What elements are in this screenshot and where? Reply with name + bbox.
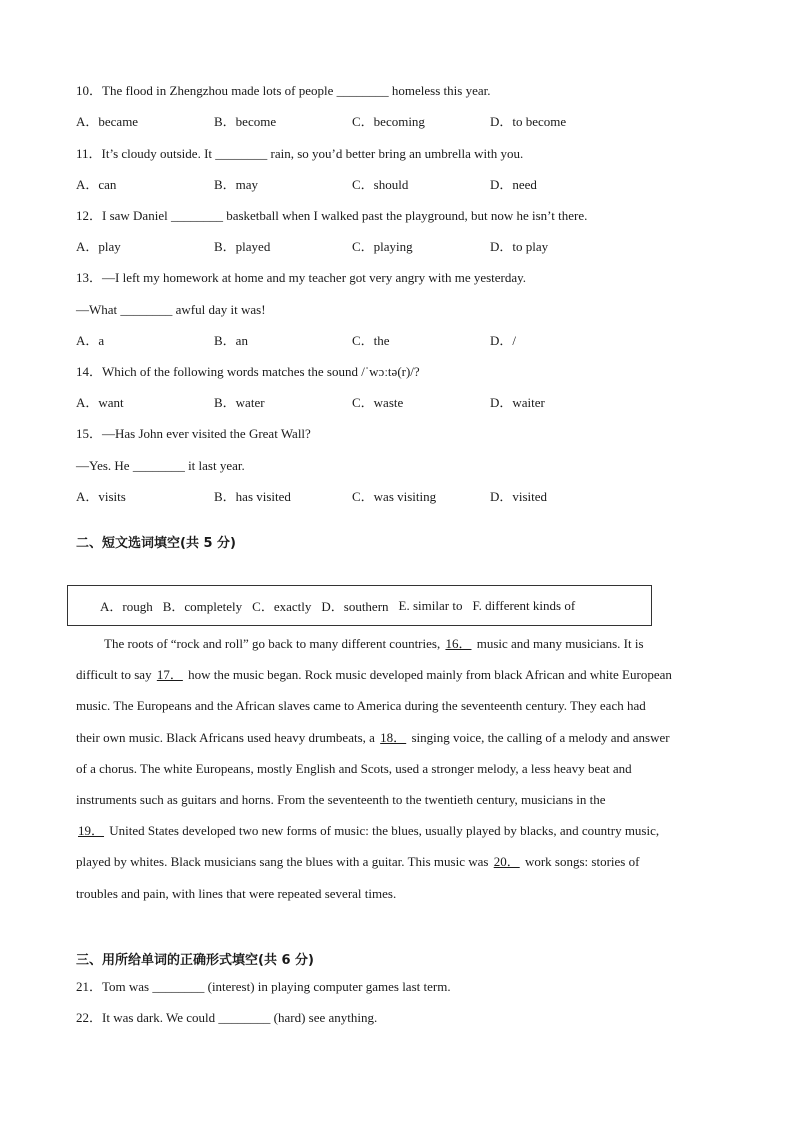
- option-c: C．should: [352, 177, 409, 192]
- blank-16[interactable]: 16．: [445, 636, 472, 651]
- passage-line: [76, 729, 718, 747]
- question-13-stem: 13．—I left my homework at home and my teacher got very angry with me yesterday.: [76, 270, 527, 285]
- passage-line: troubles and pain, with lines that were repeated several times.: [76, 886, 397, 901]
- option-a: A．play: [76, 239, 121, 254]
- text: their own music. Black Africans used heavy drumbeats, a: [76, 730, 379, 745]
- word-bank-box: [67, 585, 652, 626]
- text: United States developed two new forms of music: the blues, usually played by blacks, and country music,: [106, 823, 660, 838]
- option-c: C．waste: [352, 395, 404, 410]
- option-c: C．becoming: [352, 114, 425, 129]
- question-14-options: [76, 394, 716, 412]
- blank-20[interactable]: 20．: [493, 854, 520, 869]
- passage-line: instruments such as guitars and horns. From the seventeenth to the twentieth century, musicians in the: [76, 792, 606, 807]
- text: how the music began. Rock music developed mainly from black African and white European: [184, 667, 672, 682]
- option-b: B．water: [214, 395, 265, 410]
- question-14-stem: 14．Which of the following words matches the sound /ˈwɔːtə(r)/?: [76, 364, 420, 379]
- question-13-options: [76, 332, 716, 350]
- option-b: B．may: [214, 177, 259, 192]
- text: The roots of “rock and roll” go back to many different countries,: [104, 636, 444, 651]
- word-bank-item: F. different kinds of: [472, 597, 576, 613]
- option-a: A．want: [76, 395, 124, 410]
- section-2-title: 二、短文选词填空(共 5 分): [76, 536, 236, 551]
- word-bank-item: A．rough: [100, 599, 153, 614]
- passage-line: [76, 853, 718, 871]
- word-bank-item: E. similar to: [398, 597, 463, 613]
- option-d: D．to play: [490, 239, 549, 254]
- option-b: B．become: [214, 114, 277, 129]
- option-d: D．visited: [490, 489, 548, 504]
- option-d: D．/: [490, 333, 517, 348]
- option-b: B．played: [214, 239, 271, 254]
- blank-19[interactable]: 19．: [78, 823, 105, 838]
- text: played by whites. Black musicians sang the blues with a guitar. This music was: [76, 854, 492, 869]
- blank-18[interactable]: 18．: [380, 730, 407, 745]
- word-bank-item: C．exactly: [252, 599, 312, 614]
- question-10-stem: 10．The flood in Zhengzhou made lots of people ________ homeless this year.: [76, 83, 491, 98]
- text: singing voice, the calling of a melody and answer: [408, 730, 670, 745]
- option-a: A．a: [76, 333, 105, 348]
- word-bank-item: B．completely: [162, 599, 243, 614]
- question-12-options: [76, 238, 716, 256]
- question-21: 21．Tom was ________ (interest) in playing computer games last term.: [76, 979, 451, 994]
- option-d: D．to become: [490, 114, 567, 129]
- question-15-stem: 15．—Has John ever visited the Great Wall?: [76, 426, 311, 441]
- option-c: C．was visiting: [352, 489, 437, 504]
- question-12-stem: 12．I saw Daniel ________ basketball when I walked past the playground, but now he isn’t there.: [76, 208, 588, 223]
- question-15-reply: —Yes. He ________ it last year.: [76, 458, 245, 473]
- option-a: A．visits: [76, 489, 126, 504]
- option-d: D．need: [490, 177, 537, 192]
- passage-line: [104, 635, 746, 653]
- option-b: B．has visited: [214, 489, 291, 504]
- text: work songs: stories of: [521, 854, 640, 869]
- text: difficult to say: [76, 667, 155, 682]
- passage-line: music. The Europeans and the African slaves came to America during the seventeenth century. They each had: [76, 698, 646, 713]
- question-13-reply: —What ________ awful day it was!: [76, 302, 266, 317]
- word-bank-item: D．southern: [321, 599, 389, 614]
- question-15-options: [76, 488, 716, 506]
- option-c: C．the: [352, 333, 390, 348]
- passage-line: of a chorus. The white Europeans, mostly English and Scots, used a stronger melody, a less heavy beat and: [76, 761, 632, 776]
- question-11-options: [76, 176, 716, 194]
- blank-17[interactable]: 17．: [156, 667, 183, 682]
- option-c: C．playing: [352, 239, 413, 254]
- section-3-title: 三、用所给单词的正确形式填空(共 6 分): [76, 953, 314, 968]
- passage-line: [76, 666, 718, 684]
- question-22: 22．It was dark. We could ________ (hard) see anything.: [76, 1010, 378, 1025]
- option-b: B．an: [214, 333, 248, 348]
- option-d: D．waiter: [490, 395, 545, 410]
- question-10-options: [76, 113, 716, 131]
- passage-line: [76, 822, 718, 840]
- option-a: A．became: [76, 114, 139, 129]
- text: music and many musicians. It is: [473, 636, 644, 651]
- question-11-stem: 11．It’s cloudy outside. It ________ rain, so you’d better bring an umbrella with you.: [76, 146, 524, 161]
- option-a: A．can: [76, 177, 117, 192]
